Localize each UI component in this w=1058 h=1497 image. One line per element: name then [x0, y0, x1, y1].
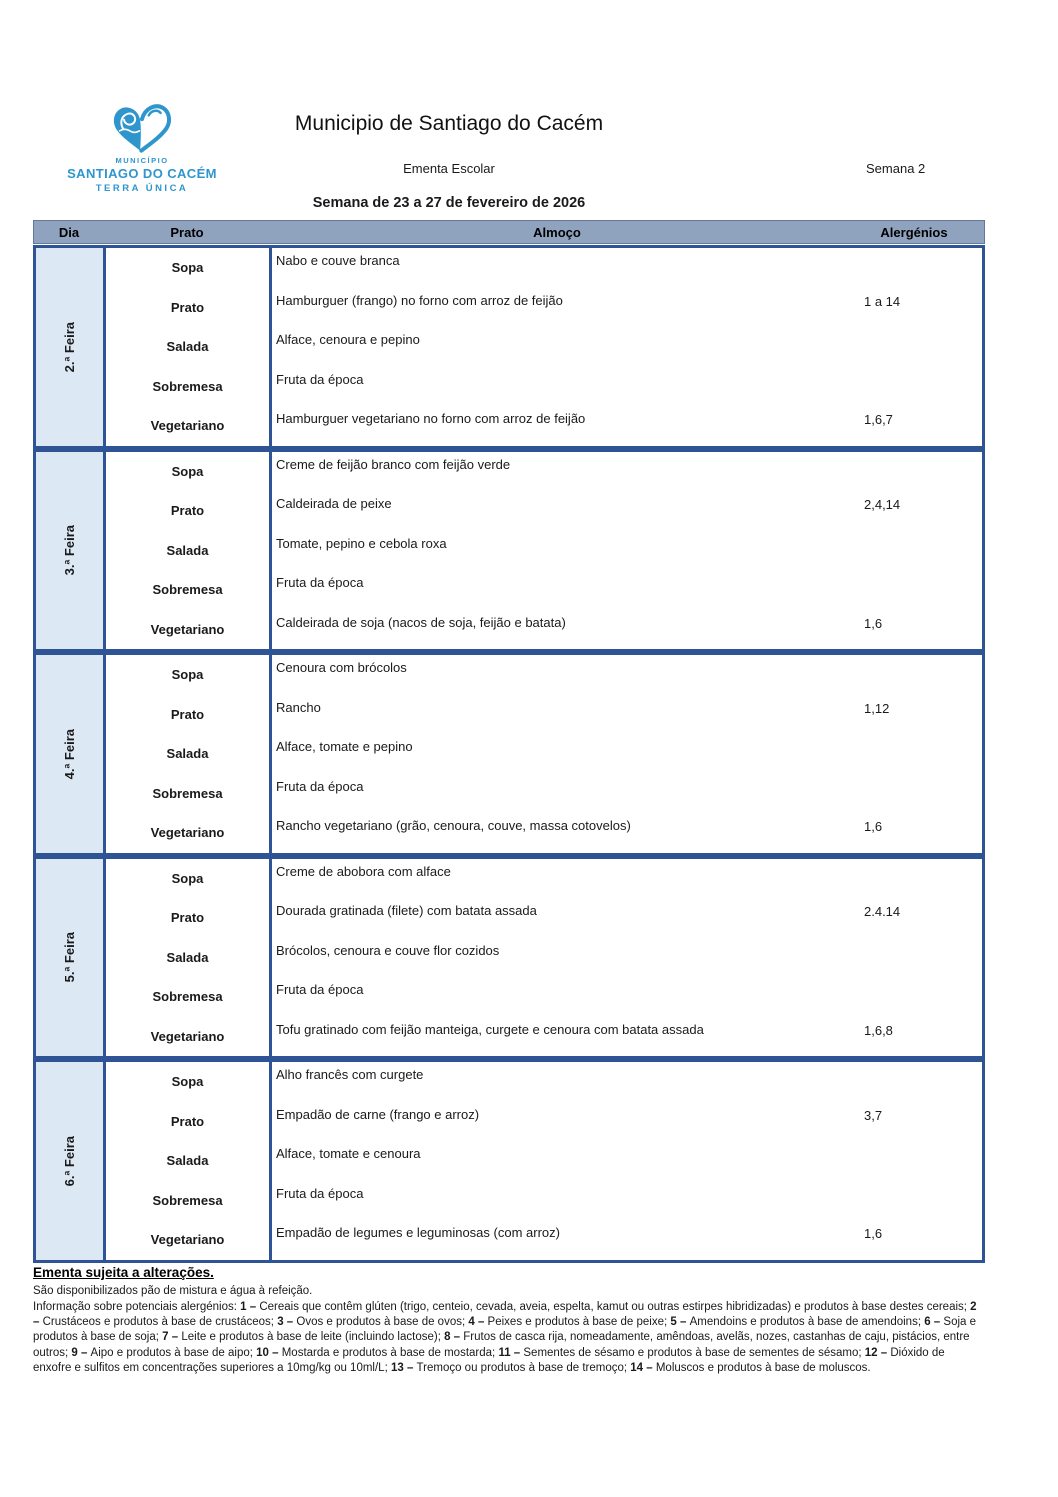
allergen-value: 2,4,14	[864, 497, 901, 512]
course-type-label: Sopa	[106, 248, 272, 288]
dish-text: Fruta da época	[276, 778, 364, 794]
allergen-description: Cereais que contêm glúten (trigo, centeio, cevada, aveia, espelta, kamut ou outras estirpes hibridizadas) e produtos à base destes cereais;	[259, 1301, 971, 1313]
course-type-label: Salada	[106, 327, 272, 367]
dish-text: Alho francês com curgete	[276, 1067, 424, 1082]
day-block	[33, 449, 985, 653]
dish-text: Alface, cenoura e pepino	[276, 332, 420, 347]
day-cell	[36, 655, 106, 853]
allergen-description: Tremoço ou produtos à base de tremoço;	[416, 1361, 631, 1374]
day-cell	[36, 248, 106, 446]
allergen-description: Soja e produtos à base de soja;	[33, 1316, 977, 1344]
allergen-number: 12 –	[864, 1346, 891, 1359]
allergen-value	[842, 938, 982, 978]
allergen-value	[842, 859, 982, 899]
dish-text: Dourada gratinada (filete) com batata assada	[276, 903, 537, 918]
dish-text: Creme de abobora com alface	[276, 863, 451, 879]
allergen-value	[842, 452, 982, 492]
course-type-label: Vegetariano	[106, 1220, 272, 1260]
course-type-label: Sobremesa	[106, 1181, 272, 1221]
day-cell	[36, 452, 106, 650]
table-body	[33, 245, 985, 1263]
dish-text: Empadão de carne (frango e arroz)	[276, 1106, 480, 1122]
course-type-label: Prato	[106, 1102, 272, 1142]
day-block	[33, 856, 985, 1060]
day-block	[33, 1059, 985, 1263]
allergen-value: 1,6,8	[864, 1022, 893, 1038]
allergen-number: 4 –	[468, 1316, 488, 1329]
dish-text: Caldeirada de peixe	[276, 496, 392, 511]
course-type-label: Sopa	[106, 655, 272, 695]
course-type-label: Prato	[106, 695, 272, 735]
dish-text: Fruta da época	[276, 371, 364, 387]
day-name-label: 3.ª Feira	[62, 525, 77, 576]
course-type-label: Prato	[106, 491, 272, 531]
column-header-alergenios: Alergénios	[880, 224, 948, 240]
column-header-almoco: Almoço	[533, 224, 581, 240]
course-type-label: Vegetariano	[106, 813, 272, 853]
course-type-label: Sobremesa	[106, 774, 272, 814]
menu-table	[33, 220, 985, 1263]
course-type-label: Sopa	[106, 859, 272, 899]
dish-text: Hamburguer (frango) no forno com arroz de feijão	[276, 292, 563, 308]
allergen-value	[842, 1062, 982, 1102]
allergen-value	[842, 248, 982, 288]
course-type-label: Vegetariano	[106, 610, 272, 650]
column-header-prato: Prato	[170, 224, 204, 240]
day-name-label: 5.ª Feira	[62, 932, 77, 983]
allergen-value	[842, 774, 982, 814]
week-number-label: Semana 2	[866, 161, 926, 176]
allergen-description: Frutos de casca rija, nomeadamente, amêndoas, avelãs, nozes, castanhas de caju, pistácios, entre outros;	[33, 1331, 970, 1359]
course-type-label: Salada	[106, 938, 272, 978]
table-header-row	[33, 220, 985, 244]
day-cell	[36, 859, 106, 1057]
menu-disclaimer: Ementa sujeita a alterações.	[33, 1265, 214, 1280]
allergen-number: 8 –	[444, 1331, 464, 1344]
dish-text: Fruta da época	[276, 575, 364, 590]
allergen-value: 3,7	[864, 1107, 883, 1123]
allergen-number: 5 –	[670, 1316, 690, 1329]
allergen-description: Aipo e produtos à base de aipo;	[90, 1346, 257, 1359]
course-type-label: Prato	[106, 898, 272, 938]
course-type-label: Prato	[106, 288, 272, 328]
dish-text: Alface, tomate e cenoura	[276, 1146, 421, 1161]
allergen-number: 14 –	[630, 1361, 656, 1374]
allergen-value: 1,6	[864, 819, 883, 834]
allergen-value	[842, 1181, 982, 1221]
allergen-number: 1 –	[240, 1301, 260, 1313]
allergen-value: 2.4.14	[864, 904, 901, 919]
allergen-number: 2 –	[33, 1301, 977, 1329]
dish-text: Creme de feijão branco com feijão verde	[276, 456, 511, 472]
page-title: Municipio de Santiago do Cacém	[294, 112, 604, 135]
dish-text: Alface, tomate e pepino	[276, 739, 413, 754]
course-type-label: Vegetariano	[106, 1017, 272, 1057]
allergen-description: Sementes de sésamo e produtos à base de sementes de sésamo;	[523, 1346, 865, 1359]
allergen-value	[842, 655, 982, 695]
allergen-number: 13 –	[390, 1361, 417, 1374]
column-header-dia: Dia	[58, 224, 80, 240]
allergen-description: Amendoins e produtos à base de amendoins;	[689, 1316, 925, 1329]
logo-text-municipio: MUNICÍPIO	[115, 156, 169, 165]
allergen-description: Ovos e produtos à base de ovos;	[296, 1316, 469, 1329]
logo-text-santiago: SANTIAGO DO CACÉM	[67, 166, 217, 181]
dish-text: Empadão de legumes e leguminosas (com arroz)	[276, 1225, 560, 1240]
allergen-description: Dióxido de enxofre e sulfitos em concentrações superiores a 10mg/kg ou 10ml/L;	[33, 1346, 945, 1374]
dish-text: Fruta da época	[276, 1185, 364, 1201]
dish-text: Tomate, pepino e cebola roxa	[276, 535, 447, 551]
day-block	[33, 245, 985, 449]
allergen-description: Mostarda e produtos à base de mostarda;	[281, 1346, 499, 1359]
day-name-label: 4.ª Feira	[62, 728, 77, 779]
allergen-value: 1,6	[864, 615, 883, 631]
allergen-value	[842, 531, 982, 571]
allergen-value: 1,6	[864, 1226, 883, 1241]
course-type-label: Sobremesa	[106, 367, 272, 407]
allergen-legend	[33, 1300, 986, 1376]
course-type-label: Salada	[106, 531, 272, 571]
day-name-label: 2.ª Feira	[62, 321, 77, 372]
allergen-value: 1 a 14	[864, 293, 901, 309]
dish-text: Tofu gratinado com feijão manteiga, curgete e cenoura com batata assada	[276, 1021, 704, 1037]
allergen-value: 1,6,7	[864, 412, 893, 427]
dish-text: Caldeirada de soja (nacos de soja, feijão e batata)	[276, 614, 566, 630]
allergen-value	[842, 734, 982, 774]
course-type-label: Salada	[106, 734, 272, 774]
day-name-label: 6.ª Feira	[62, 1135, 77, 1186]
allergen-value	[842, 1141, 982, 1181]
allergen-value	[842, 327, 982, 367]
allergen-number: 11 –	[498, 1346, 524, 1359]
logo-text-terra-unica: TERRA ÚNICA	[95, 183, 189, 194]
dish-text: Nabo e couve branca	[276, 253, 400, 268]
footnotes	[33, 1265, 986, 1376]
dish-text: Rancho vegetariano (grão, cenoura, couve, massa cotovelos)	[276, 818, 631, 833]
page-subtitle: Ementa Escolar	[403, 161, 495, 176]
allergen-number: 3 –	[277, 1316, 297, 1329]
course-type-label: Sobremesa	[106, 977, 272, 1017]
allergen-value: 1,12	[864, 700, 890, 716]
allergen-number: 7 –	[162, 1331, 182, 1344]
course-type-label: Sopa	[106, 1062, 272, 1102]
dish-text: Rancho	[276, 699, 321, 715]
bread-water-note: São disponibilizados pão de mistura e água à refeição.	[33, 1285, 313, 1297]
dish-text: Cenoura com brócolos	[276, 660, 407, 675]
allergen-description: Crustáceos e produtos à base de crustáceos;	[42, 1316, 278, 1329]
allergen-number: 6 –	[924, 1316, 944, 1329]
allergen-description: Leite e produtos à base de leite (incluindo lactose);	[181, 1331, 445, 1344]
course-type-label: Salada	[106, 1141, 272, 1181]
allergen-value	[842, 977, 982, 1017]
course-type-label: Vegetariano	[106, 406, 272, 446]
dish-text: Hamburguer vegetariano no forno com arroz de feijão	[276, 411, 586, 426]
allergen-value	[842, 570, 982, 610]
day-block	[33, 652, 985, 856]
allergen-number: 9 –	[71, 1346, 91, 1359]
allergen-description: Peixes e produtos à base de peixe;	[487, 1316, 671, 1329]
allergen-description: Moluscos e produtos à base de moluscos.	[655, 1361, 871, 1374]
allergen-number: 10 –	[256, 1346, 282, 1359]
course-type-label: Sobremesa	[106, 570, 272, 610]
dish-text: Brócolos, cenoura e couve flor cozidos	[276, 942, 500, 958]
course-type-label: Sopa	[106, 452, 272, 492]
allergen-legend-intro: Informação sobre potenciais alergénios:	[33, 1301, 241, 1313]
allergen-value	[842, 367, 982, 407]
day-cell	[36, 1062, 106, 1260]
week-range-title: Semana de 23 a 27 de fevereiro de 2026	[312, 195, 586, 211]
dish-text: Fruta da época	[276, 982, 364, 997]
